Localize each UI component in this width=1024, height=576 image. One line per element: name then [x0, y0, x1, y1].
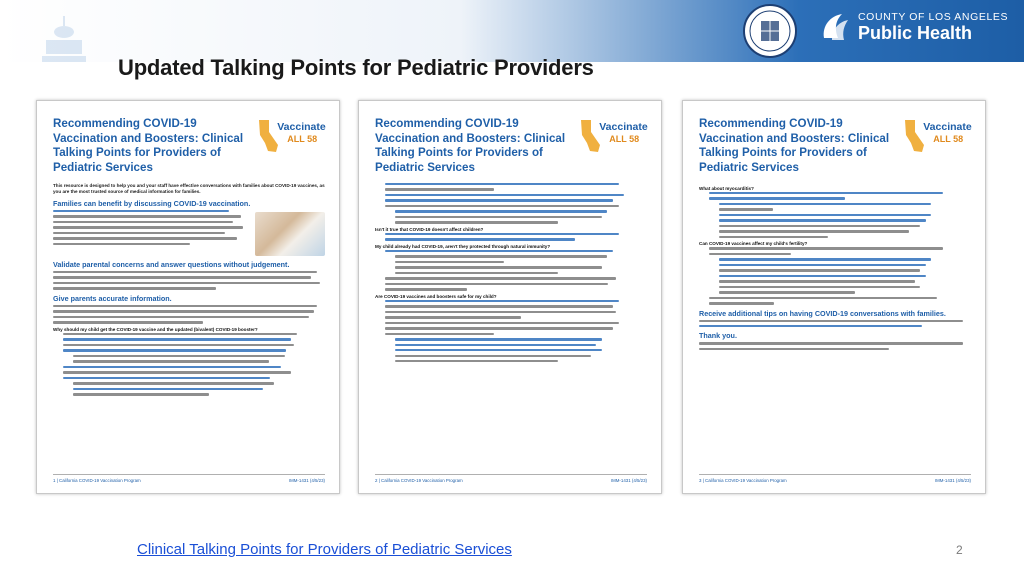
california-state-icon: [903, 119, 925, 153]
document-footer: [375, 474, 647, 483]
document-body: [375, 183, 647, 483]
document-body: [53, 183, 325, 483]
vaccinate-word: Vaccinate: [923, 121, 972, 133]
section-heading: Give parents accurate information.: [53, 293, 172, 303]
document-title: Recommending COVID-19 Vaccination and Boosters: Clinical Talking Points for Providers of Pediatric Services: [53, 117, 244, 174]
all-58-word: ALL 58: [609, 134, 640, 144]
california-state-icon: [579, 119, 601, 153]
faq-question: My child already had COVID-19, aren't they protected through natural immunity?: [375, 243, 551, 249]
faq-question: Isn't it true that COVID-19 doesn't affect children?: [375, 226, 484, 232]
logo-county-text: COUNTY OF LOS ANGELES: [858, 11, 1009, 23]
document-page-3: [682, 100, 986, 494]
document-title: Recommending COVID-19 Vaccination and Boosters: Clinical Talking Points for Providers of Pediatric Services: [375, 117, 566, 174]
footer-form-number: IMM-1431 (4/5/23): [934, 478, 971, 483]
footer-program: 1 | California COVID-19 Vaccination Program: [53, 478, 141, 483]
public-health-emblem-icon: [818, 10, 852, 44]
county-seal-icon: [740, 3, 800, 59]
section-heading: Validate parental concerns and answer questions without judgement.: [53, 260, 290, 269]
footer-program: 3 | California COVID-19 Vaccination Program: [699, 478, 787, 483]
footer-program: 2 | California COVID-19 Vaccination Program: [375, 478, 463, 483]
intro-text: This resource is designed to help you and your staff have effective conversations with families about COVID-19 vaccines, as you are the most trusted source of medical information for families.: [53, 183, 325, 194]
document-footer: [53, 474, 325, 483]
section-heading: Families can benefit by discussing COVID-19 vaccination.: [53, 199, 251, 208]
section-heading: Receive additional tips on having COVID-19 conversations with families.: [699, 308, 946, 318]
footer-form-number: IMM-1431 (4/5/23): [288, 478, 325, 483]
vaccinate-all-58-logo: [579, 117, 647, 157]
capitol-watermark-icon: [34, 16, 94, 76]
faq-question: What about myocarditis?: [699, 186, 754, 191]
vaccinate-word: Vaccinate: [277, 121, 326, 133]
document-title: Recommending COVID-19 Vaccination and Boosters: Clinical Talking Points for Providers of Pediatric Services: [699, 117, 890, 174]
footer-form-number: IMM-1431 (4/5/23): [610, 478, 647, 483]
page-title: Updated Talking Points for Pediatric Providers: [118, 55, 594, 80]
slide-number: 2: [956, 543, 963, 557]
logo-public-health-text: Public Health: [858, 23, 973, 43]
all-58-word: ALL 58: [287, 134, 318, 144]
document-page-1: [36, 100, 340, 494]
all-58-word: ALL 58: [933, 134, 964, 144]
vaccinate-word: Vaccinate: [599, 121, 648, 133]
document-page-2: [358, 100, 662, 494]
california-state-icon: [257, 119, 279, 153]
clinical-talking-points-link[interactable]: Clinical Talking Points for Providers of Pediatric Services: [137, 541, 512, 558]
faq-question: Are COVID-19 vaccines and boosters safe for my child?: [375, 293, 497, 299]
faq-question: Why should my child get the COVID-19 vaccine and the updated (bivalent) COVID-19 booster?: [53, 326, 258, 332]
public-health-logo: [818, 10, 1008, 44]
document-footer: [699, 474, 971, 483]
document-body: [699, 183, 971, 483]
doctor-family-photo: [255, 212, 325, 256]
vaccinate-all-58-logo: [257, 117, 325, 157]
section-heading: Thank you.: [699, 331, 737, 341]
vaccinate-all-58-logo: [903, 117, 971, 157]
faq-question: Can COVID-19 vaccines affect my child's fertility?: [699, 241, 808, 247]
